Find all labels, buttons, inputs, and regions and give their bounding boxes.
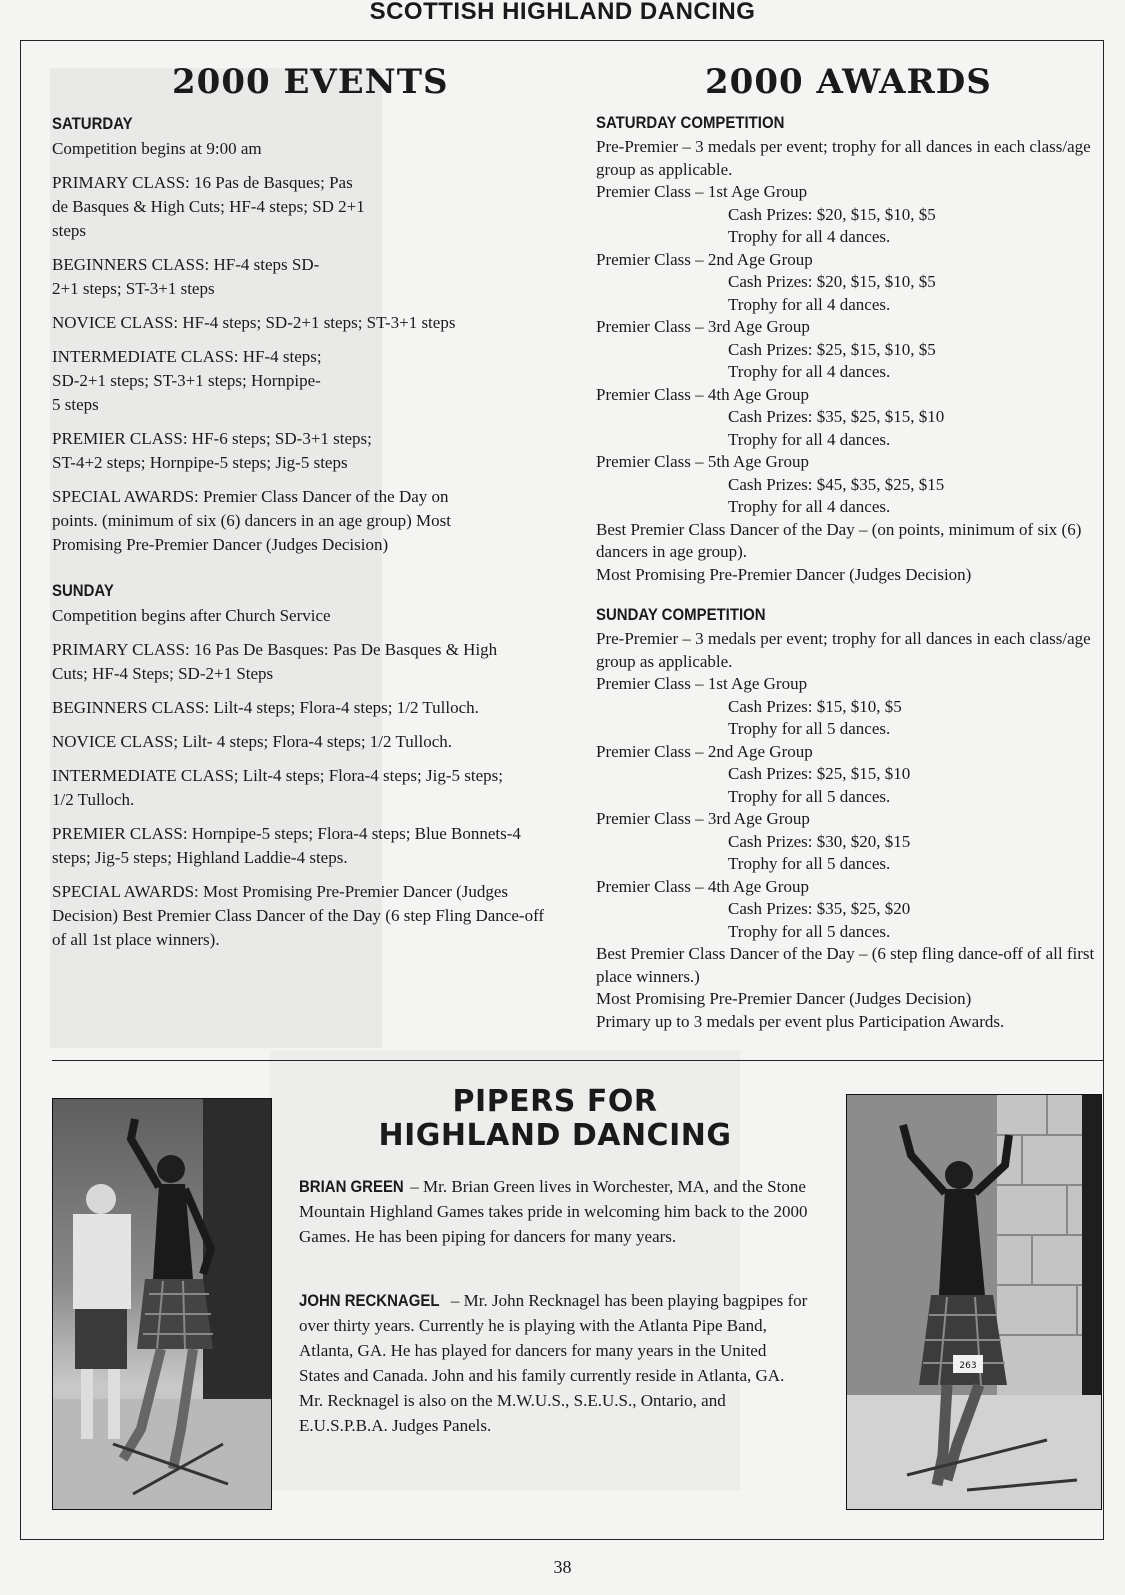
pipers-title-line1: PIPERS FOR bbox=[452, 1084, 658, 1119]
dancer-illustration-left bbox=[53, 1099, 272, 1510]
page-header: SCOTTISH HIGHLAND DANCING bbox=[369, 0, 756, 25]
sat-best-dancer: Best Premier Class Dancer of the Day – (on points, minimum of six (6) dancers in age group). bbox=[596, 519, 1082, 561]
bio-text: – Mr. Brian Green lives in Worchester, MA, and the Stone Mountain Highland Games takes pride in welcoming him back to the 2000 Games. He has been piping for dancers for many years. bbox=[299, 1177, 808, 1246]
sunday-competition-intro: Pre-Premier – 3 medals per event; trophy for all dances in each class/age group as applicable. bbox=[596, 629, 1091, 671]
sat-group-3-cash: Cash Prizes: $25, $15, $10, $5 bbox=[728, 339, 936, 359]
sun-group-4-trophy: Trophy for all 5 dances. bbox=[728, 921, 891, 941]
bio-name: BRIAN GREEN bbox=[299, 1177, 404, 1196]
sat-group-4-trophy: Trophy for all 4 dances. bbox=[728, 429, 891, 449]
sat-group-3-trophy: Trophy for all 4 dances. bbox=[728, 362, 891, 381]
sat-group-5-cash: Cash Prizes: $45, $35, $25, $15 bbox=[728, 474, 945, 494]
sunday-competition-heading: SUNDAY COMPETITION bbox=[596, 605, 766, 624]
sat-group-4-label: Premier Class – 4th Age Group bbox=[596, 384, 809, 404]
sat-group-4-cash: Cash Prizes: $35, $25, $15, $10 bbox=[728, 407, 945, 426]
sunday-intermediate: INTERMEDIATE CLASS; Lilt-4 steps; Flora-4 steps; Jig-5 steps; 1/2 Tulloch. bbox=[52, 766, 503, 809]
sat-group-1-cash: Cash Prizes: $20, $15, $10, $5 bbox=[728, 204, 936, 224]
sat-group-2-cash: Cash Prizes: $20, $15, $10, $5 bbox=[728, 272, 936, 291]
sun-group-1-cash: Cash Prizes: $15, $10, $5 bbox=[728, 696, 902, 716]
sat-group-2-trophy: Trophy for all 4 dances. bbox=[728, 294, 891, 314]
bib-number: 263 bbox=[959, 1361, 977, 1371]
bio-text: – Mr. John Recknagel has been playing bagpipes for over thirty years. Currently he is playing with the Atlanta Pipe Band, Atlanta, GA. He has played for dancers for many years in the United States and Canada. John and his family currently reside in Atlanta, GA. Mr. Recknagel is also on the M.W.U.S., S.E.U.S., Ontario, and E.U.S.P.B.A. Judges Panels. bbox=[299, 1291, 808, 1435]
saturday-competition-heading: SATURDAY COMPETITION bbox=[596, 113, 785, 132]
sun-primary-medals: Primary up to 3 medals per event plus Participation Awards. bbox=[596, 1011, 1005, 1031]
sun-group-4 bbox=[596, 876, 1096, 944]
awards-title: 2000 AWARDS bbox=[705, 62, 992, 102]
sat-group-4 bbox=[596, 384, 1096, 452]
sun-best-dancer: Best Premier Class Dancer of the Day – (6 step fling dance-off of all first place winners.) bbox=[596, 944, 1095, 986]
events-title: 2000 EVENTS bbox=[172, 62, 449, 102]
sat-group-3-label: Premier Class – 3rd Age Group bbox=[596, 317, 810, 336]
sun-group-1 bbox=[596, 673, 1096, 741]
sunday-heading: SUNDAY bbox=[52, 581, 114, 600]
saturday-primary: PRIMARY CLASS: 16 Pas de Basques; Pas de Basques & High Cuts; HF-4 steps; SD 2+1 steps bbox=[52, 173, 365, 240]
page-number: 38 bbox=[553, 1557, 572, 1577]
sun-group-1-label: Premier Class – 1st Age Group bbox=[596, 674, 808, 693]
sunday-primary: PRIMARY CLASS: 16 Pas De Basques: Pas De Basques & High Cuts; HF-4 Steps; SD-2+1 Steps bbox=[52, 640, 498, 683]
sun-most-promising: Most Promising Pre-Premier Dancer (Judges Decision) bbox=[596, 989, 972, 1008]
sun-group-2 bbox=[596, 741, 1096, 809]
sat-group-2 bbox=[596, 249, 1096, 317]
sat-most-promising: Most Promising Pre-Premier Dancer (Judges Decision) bbox=[596, 564, 972, 584]
sat-group-5-label: Premier Class – 5th Age Group bbox=[596, 452, 809, 471]
dancer-illustration-right bbox=[847, 1095, 1102, 1510]
sunday-special-awards: SPECIAL AWARDS: Most Promising Pre-Premier Dancer (Judges Decision) Best Premier Class Dancer of the Day (6 step Fling Dance-off of all 1st place winners). bbox=[52, 882, 545, 949]
saturday-intermediate: INTERMEDIATE CLASS: HF-4 steps; SD-2+1 steps; ST-3+1 steps; Hornpipe-5 steps bbox=[52, 347, 322, 414]
saturday-premier: PREMIER CLASS: HF-6 steps; SD-3+1 steps; ST-4+2 steps; Hornpipe-5 steps; Jig-5 steps bbox=[52, 429, 372, 472]
events-column bbox=[52, 112, 545, 962]
sun-group-3 bbox=[596, 808, 1096, 876]
sun-group-2-trophy: Trophy for all 5 dances. bbox=[728, 786, 891, 806]
pipers-title bbox=[345, 1085, 765, 1153]
sun-group-3-label: Premier Class – 3rd Age Group bbox=[596, 809, 810, 828]
sun-group-4-label: Premier Class – 4th Age Group bbox=[596, 876, 809, 896]
sat-group-1-label: Premier Class – 1st Age Group bbox=[596, 182, 808, 201]
sat-group-5-trophy: Trophy for all 4 dances. bbox=[728, 497, 891, 516]
saturday-heading: SATURDAY bbox=[52, 114, 133, 133]
sat-group-3 bbox=[596, 316, 1096, 384]
saturday-competition-intro: Pre-Premier – 3 medals per event; trophy for all dances in each class/age group as applicable. bbox=[596, 137, 1091, 179]
section-divider bbox=[52, 1060, 1104, 1061]
sat-group-1 bbox=[596, 181, 1096, 249]
saturday-beginners: BEGINNERS CLASS: HF-4 steps SD-2+1 steps; ST-3+1 steps bbox=[52, 255, 320, 298]
sunday-start: Competition begins after Church Service bbox=[52, 606, 331, 625]
sunday-novice: NOVICE CLASS; Lilt- 4 steps; Flora-4 steps; 1/2 Tulloch. bbox=[52, 732, 452, 751]
sun-group-2-cash: Cash Prizes: $25, $15, $10 bbox=[728, 764, 911, 783]
bio-name: JOHN RECKNAGEL bbox=[299, 1291, 440, 1310]
saturday-special-awards: SPECIAL AWARDS: Premier Class Dancer of the Day on points. (minimum of six (6) dancers in an age group) Most Promising Pre-Premier Dancer (Judges Decision) bbox=[52, 487, 451, 554]
sat-group-1-trophy: Trophy for all 4 dances. bbox=[728, 227, 891, 246]
bio-brian-green bbox=[299, 1174, 809, 1249]
sat-group-5 bbox=[596, 451, 1096, 519]
sun-group-3-cash: Cash Prizes: $30, $20, $15 bbox=[728, 831, 911, 851]
dancer-photo-left bbox=[52, 1098, 272, 1510]
saturday-novice: NOVICE CLASS: HF-4 steps; SD-2+1 steps; ST-3+1 steps bbox=[52, 313, 456, 332]
sunday-premier: PREMIER CLASS: Hornpipe-5 steps; Flora-4 steps; Blue Bonnets-4 steps; Jig-5 steps; Highland Laddie-4 steps. bbox=[52, 824, 521, 867]
bio-john-recknagel bbox=[299, 1288, 809, 1438]
saturday-start: Competition begins at 9:00 am bbox=[52, 139, 262, 158]
awards-column bbox=[596, 112, 1096, 1033]
sunday-beginners: BEGINNERS CLASS: Lilt-4 steps; Flora-4 steps; 1/2 Tulloch. bbox=[52, 698, 479, 717]
sun-group-4-cash: Cash Prizes: $35, $25, $20 bbox=[728, 899, 911, 918]
dancer-photo-right bbox=[846, 1094, 1102, 1510]
sun-group-2-label: Premier Class – 2nd Age Group bbox=[596, 741, 813, 761]
pipers-title-line2: HIGHLAND DANCING bbox=[378, 1118, 732, 1153]
sun-group-3-trophy: Trophy for all 5 dances. bbox=[728, 854, 891, 873]
sun-group-1-trophy: Trophy for all 5 dances. bbox=[728, 719, 891, 738]
sat-group-2-label: Premier Class – 2nd Age Group bbox=[596, 249, 813, 269]
